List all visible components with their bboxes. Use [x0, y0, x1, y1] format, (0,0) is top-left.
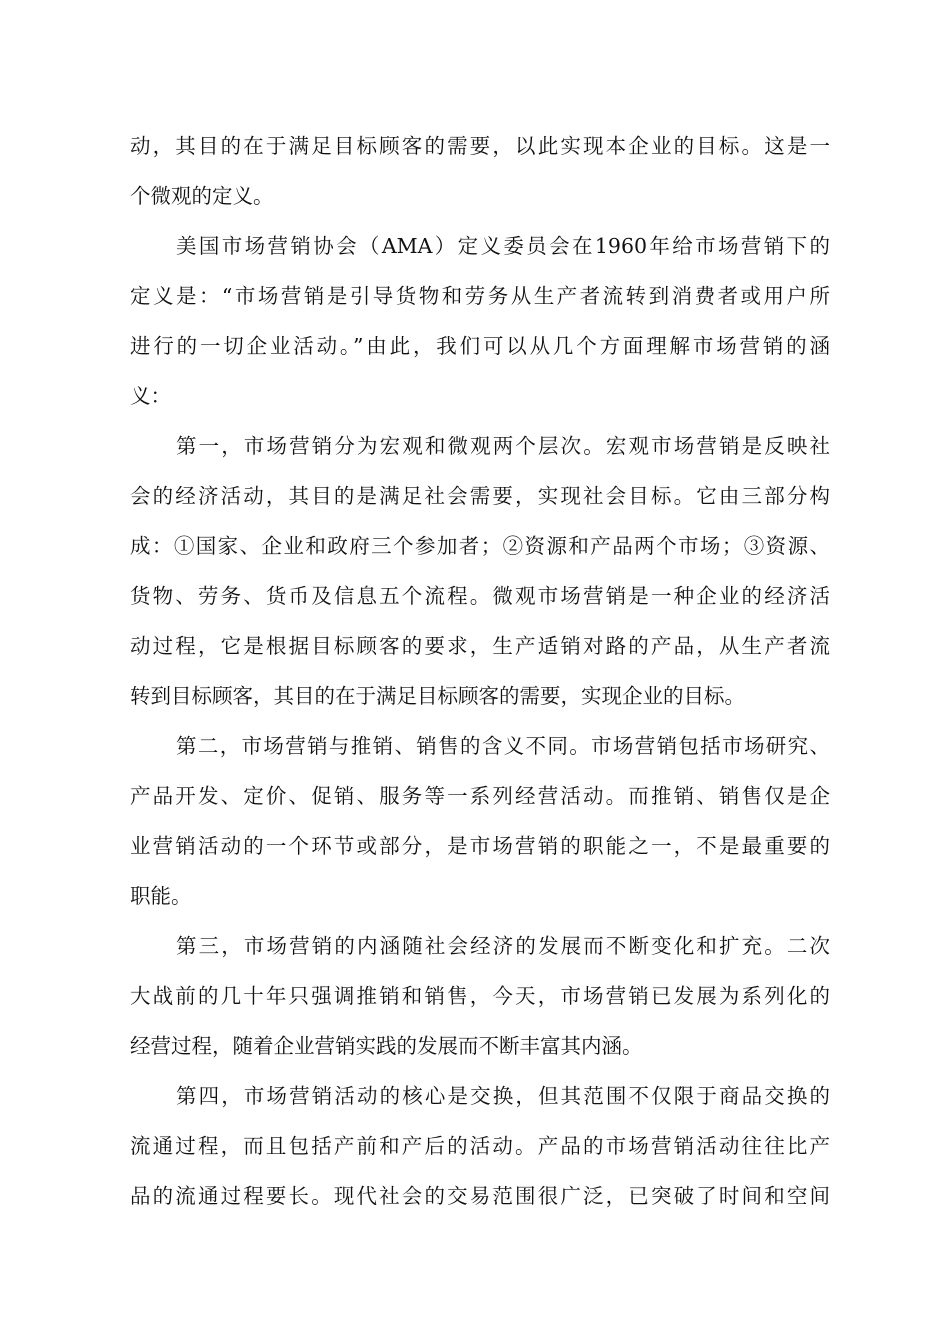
text-line: 货物、劳务、货币及信息五个流程。微观市场营销是一种企业的经济活: [130, 584, 830, 608]
text-line: 成：①国家、企业和政府三个参加者；②资源和产品两个市场；③资源、: [130, 534, 830, 558]
text-line: 流通过程，而且包括产前和产后的活动。产品的市场营销活动往往比产: [130, 1134, 830, 1158]
text-line: 品的流通过程要长。现代社会的交易范围很广泛，已突破了时间和空间: [130, 1184, 830, 1208]
text-line: 经营过程，随着企业营销实践的发展而不断丰富其内涵。: [130, 1034, 643, 1058]
text-line: 义：: [130, 384, 171, 408]
text-line: 产品开发、定价、促销、服务等一系列经营活动。而推销、销售仅是企: [130, 784, 830, 808]
text-line: 个微观的定义。: [130, 184, 274, 208]
paragraph-first-line: 第三，市场营销的内涵随社会经济的发展而不断变化和扩充。二次: [176, 934, 830, 958]
text-line: 定义是：“市场营销是引导货物和劳务从生产者流转到消费者或用户所: [130, 284, 830, 308]
paragraph-first-line: 美国市场营销协会（AMA）定义委员会在1960年给市场营销下的: [176, 234, 830, 258]
paragraph-first-line: 第二，市场营销与推销、销售的含义不同。市场营销包括市场研究、: [176, 734, 830, 758]
text-line: 进行的一切企业活动。”由此，我们可以从几个方面理解市场营销的涵: [130, 334, 830, 358]
text-line: 大战前的几十年只强调推销和销售，今天，市场营销已发展为系列化的: [130, 984, 830, 1008]
text-line: 会的经济活动，其目的是满足社会需要，实现社会目标。它由三部分构: [130, 484, 830, 508]
paragraph-first-line: 第四，市场营销活动的核心是交换，但其范围不仅限于商品交换的: [176, 1084, 830, 1108]
text-line: 转到目标顾客，其目的在于满足目标顾客的需要，实现企业的目标。: [130, 684, 745, 708]
text-line: 动过程，它是根据目标顾客的要求，生产适销对路的产品，从生产者流: [130, 634, 830, 658]
text-line: 职能。: [130, 884, 192, 908]
text-line: 业营销活动的一个环节或部分，是市场营销的职能之一，不是最重要的: [130, 834, 830, 858]
paragraph-first-line: 第一，市场营销分为宏观和微观两个层次。宏观市场营销是反映社: [176, 434, 830, 458]
text-line: 动，其目的在于满足目标顾客的需要，以此实现本企业的目标。这是一: [130, 134, 830, 158]
